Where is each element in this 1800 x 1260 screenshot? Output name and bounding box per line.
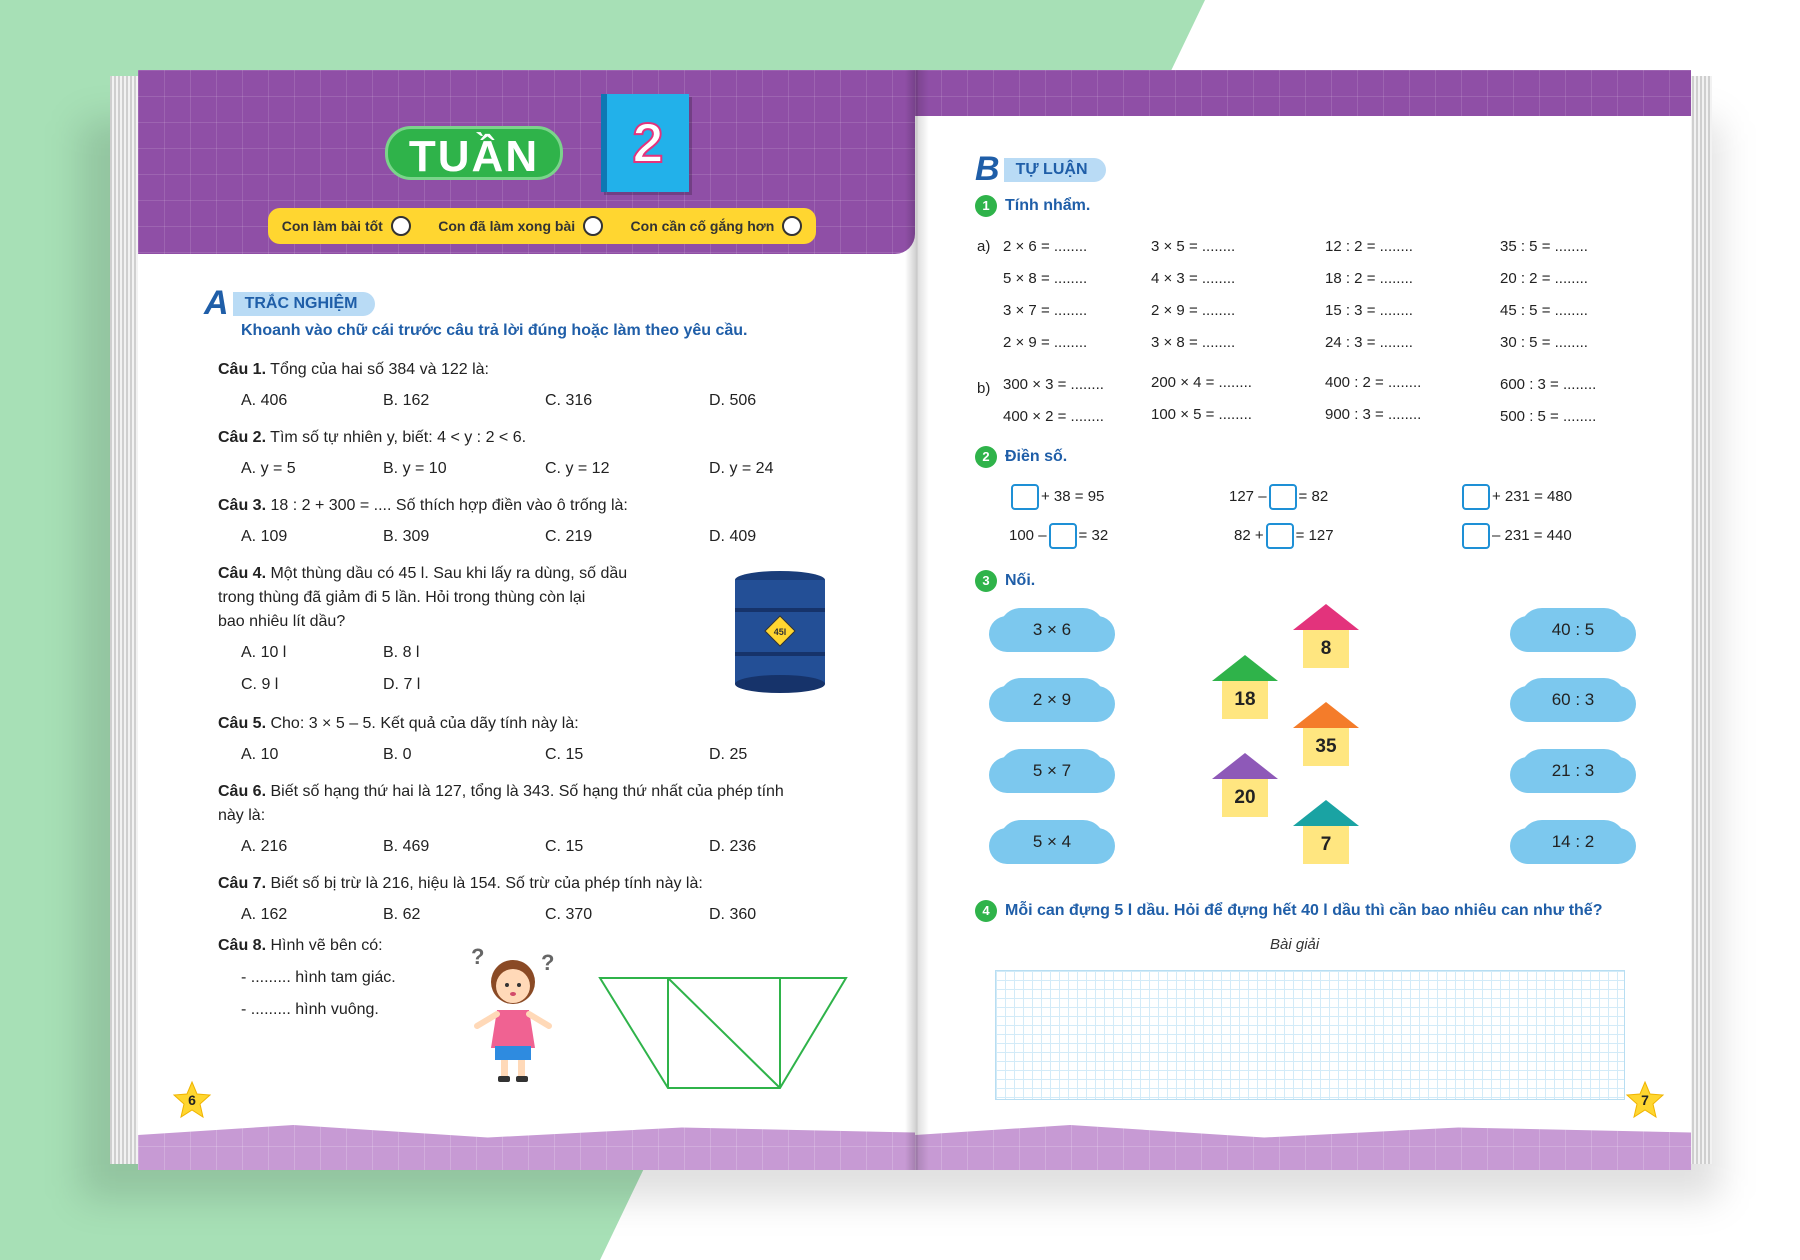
question-6-label: Câu 6. bbox=[218, 783, 267, 800]
calc-a-r2-c4: 20 : 2 = ........ bbox=[1500, 270, 1588, 287]
right-cloud-1[interactable]: 40 : 5 bbox=[1520, 608, 1626, 652]
book-spine bbox=[905, 70, 929, 1170]
fill-1 bbox=[1009, 484, 1104, 510]
calc-a-r3-c1: 3 × 7 = ........ bbox=[1003, 302, 1088, 319]
house-2-roof bbox=[1212, 655, 1278, 681]
question-6 bbox=[218, 780, 784, 828]
question-6-line-2: này là: bbox=[218, 807, 266, 824]
q4-option-c[interactable]: C. 9 l bbox=[241, 676, 279, 693]
question-4-line-1: Một thùng dầu có 45 l. Sau khi lấy ra dùng, số dầu bbox=[270, 565, 628, 582]
calc-a-r2-c2: 4 × 3 = ........ bbox=[1151, 270, 1236, 287]
task-4-number: 4 bbox=[975, 900, 997, 922]
question-3-text: 18 : 2 + 300 = .... Số thích hợp điền vào ô trống là: bbox=[270, 497, 628, 514]
status-done-checkbox[interactable] bbox=[583, 216, 603, 236]
question-5-label: Câu 5. bbox=[218, 715, 267, 732]
calc-a-r1-c2: 3 × 5 = ........ bbox=[1151, 238, 1236, 255]
section-b-title: TỰ LUẬN bbox=[1004, 158, 1106, 182]
left-cloud-4[interactable]: 5 × 4 bbox=[999, 820, 1105, 864]
calc-a-r4-c1: 2 × 9 = ........ bbox=[1003, 334, 1088, 351]
q1-option-c[interactable]: C. 316 bbox=[545, 392, 593, 409]
right-page-header bbox=[915, 70, 1691, 116]
q2-option-b[interactable]: B. y = 10 bbox=[383, 460, 447, 477]
q3-option-a[interactable]: A. 109 bbox=[241, 528, 288, 545]
house-4-value: 20 bbox=[1222, 779, 1268, 817]
fill-6 bbox=[1460, 523, 1572, 549]
question-4-line-3: bao nhiêu lít dầu? bbox=[218, 613, 346, 630]
status-done-label: Con đã làm xong bài bbox=[438, 218, 576, 234]
fill-5-after: = 127 bbox=[1295, 526, 1334, 544]
task-1-heading bbox=[975, 195, 1090, 217]
oil-barrel-image bbox=[733, 570, 827, 694]
status-good[interactable] bbox=[282, 216, 411, 236]
task-2-title: Điền số. bbox=[1005, 448, 1068, 465]
fill-2-box[interactable] bbox=[1269, 484, 1297, 510]
q4-option-a[interactable]: A. 10 l bbox=[241, 644, 287, 661]
fill-3 bbox=[1460, 484, 1572, 510]
right-page-number: 7 bbox=[1641, 1092, 1649, 1108]
q1-option-d[interactable]: D. 506 bbox=[709, 392, 757, 409]
right-cloud-2[interactable]: 60 : 3 bbox=[1520, 678, 1626, 722]
q3-option-c[interactable]: C. 219 bbox=[545, 528, 593, 545]
week-number-card bbox=[601, 94, 689, 192]
week-number: 2 bbox=[632, 111, 664, 174]
right-cloud-3[interactable]: 21 : 3 bbox=[1520, 749, 1626, 793]
q2-option-c[interactable]: C. y = 12 bbox=[545, 460, 610, 477]
question-3-label: Câu 3. bbox=[218, 497, 267, 514]
calc-b-r1-c2: 200 × 4 = ........ bbox=[1151, 374, 1252, 391]
task-2-heading bbox=[975, 446, 1067, 468]
question-2-text: Tìm số tự nhiên y, biết: 4 < y : 2 < 6. bbox=[270, 429, 527, 446]
task-4-title: Mỗi can đựng 5 l dầu. Hỏi để đựng hết 40 l dầu thì cần bao nhiêu can như thế? bbox=[1005, 902, 1603, 919]
status-try-harder[interactable] bbox=[631, 216, 803, 236]
section-a-tag bbox=[204, 284, 375, 323]
q6-option-c[interactable]: C. 15 bbox=[545, 838, 584, 855]
calc-b-r2-c4: 500 : 5 = ........ bbox=[1500, 408, 1597, 425]
task-1-number: 1 bbox=[975, 195, 997, 217]
task-1b-label: b) bbox=[977, 380, 991, 397]
fill-3-box[interactable] bbox=[1462, 484, 1490, 510]
calc-a-r3-c3: 15 : 3 = ........ bbox=[1325, 302, 1413, 319]
girl-thinking-illustration bbox=[463, 940, 563, 1090]
left-page-number: 6 bbox=[188, 1092, 196, 1108]
question-8-text: Hình vẽ bên có: bbox=[270, 937, 383, 954]
calc-b-r1-c3: 400 : 2 = ........ bbox=[1325, 374, 1422, 391]
week-label: TUẦN bbox=[385, 126, 563, 180]
question-3 bbox=[218, 494, 628, 518]
question-1-text: Tổng của hai số 384 và 122 là: bbox=[270, 361, 489, 378]
book-edge-left bbox=[110, 76, 140, 1164]
q7-option-d[interactable]: D. 360 bbox=[709, 906, 757, 923]
calc-b-r2-c2: 100 × 5 = ........ bbox=[1151, 406, 1252, 423]
q5-option-a[interactable]: A. 10 bbox=[241, 746, 279, 763]
fill-6-after: – 231 = 440 bbox=[1492, 526, 1572, 544]
geometry-figure bbox=[598, 974, 848, 1094]
q1-option-a[interactable]: A. 406 bbox=[241, 392, 288, 409]
house-1-value: 8 bbox=[1303, 630, 1349, 668]
house-3-roof bbox=[1293, 702, 1359, 728]
task-3-number: 3 bbox=[975, 570, 997, 592]
calc-a-r2-c3: 18 : 2 = ........ bbox=[1325, 270, 1413, 287]
fill-2 bbox=[1229, 484, 1328, 510]
solution-label: Bài giải bbox=[1270, 936, 1320, 953]
calc-a-r4-c4: 30 : 5 = ........ bbox=[1500, 334, 1588, 351]
fill-4-after: = 32 bbox=[1078, 526, 1109, 544]
house-1[interactable] bbox=[1293, 604, 1359, 668]
q5-option-c[interactable]: C. 15 bbox=[545, 746, 584, 763]
house-3[interactable] bbox=[1293, 702, 1359, 766]
calc-b-r2-c1: 400 × 2 = ........ bbox=[1003, 408, 1104, 425]
q6-option-d[interactable]: D. 236 bbox=[709, 838, 757, 855]
q5-option-b[interactable]: B. 0 bbox=[383, 746, 412, 763]
question-4-label: Câu 4. bbox=[218, 565, 267, 582]
q6-option-a[interactable]: A. 216 bbox=[241, 838, 288, 855]
q7-option-c[interactable]: C. 370 bbox=[545, 906, 593, 923]
status-done[interactable] bbox=[438, 216, 603, 236]
task-3-title: Nối. bbox=[1005, 572, 1036, 589]
section-a-letter: A bbox=[204, 284, 229, 322]
house-5-value: 7 bbox=[1303, 826, 1349, 864]
q3-option-b[interactable]: B. 309 bbox=[383, 528, 430, 545]
q4-option-d[interactable]: D. 7 l bbox=[383, 676, 421, 693]
calc-a-r4-c3: 24 : 3 = ........ bbox=[1325, 334, 1413, 351]
question-1 bbox=[218, 358, 489, 382]
q3-option-d[interactable]: D. 409 bbox=[709, 528, 757, 545]
progress-status-bar bbox=[268, 208, 816, 244]
question-1-label: Câu 1. bbox=[218, 361, 267, 378]
calc-a-r1-c1: 2 × 6 = ........ bbox=[1003, 238, 1088, 255]
fill-4-box[interactable] bbox=[1049, 523, 1077, 549]
question-4 bbox=[218, 562, 627, 634]
q2-option-a[interactable]: A. y = 5 bbox=[241, 460, 296, 477]
fill-5-before: 82 + bbox=[1234, 526, 1264, 544]
question-5 bbox=[218, 712, 579, 736]
right-page-footer bbox=[915, 1120, 1691, 1170]
section-a-title: TRẮC NGHIỆM bbox=[233, 292, 376, 316]
fill-3-after: + 231 = 480 bbox=[1492, 487, 1573, 505]
house-3-value: 35 bbox=[1303, 728, 1349, 766]
house-5[interactable] bbox=[1293, 800, 1359, 864]
left-cloud-1[interactable]: 3 × 6 bbox=[999, 608, 1105, 652]
section-b-tag bbox=[975, 150, 1106, 189]
question-7 bbox=[218, 872, 703, 896]
right-page bbox=[915, 70, 1691, 1170]
question-4-line-2: trong thùng đã giảm đi 5 lần. Hỏi trong thùng còn lại bbox=[218, 589, 586, 606]
left-page-header bbox=[138, 70, 915, 254]
section-b-letter: B bbox=[975, 150, 1000, 188]
fill-5 bbox=[1234, 523, 1334, 549]
question-6-line-1: Biết số hạng thứ hai là 127, tổng là 343. Số hạng thứ nhất của phép tính bbox=[270, 783, 784, 800]
fill-2-before: 127 – bbox=[1229, 487, 1267, 505]
task-2-number: 2 bbox=[975, 446, 997, 468]
calc-b-r1-c1: 300 × 3 = ........ bbox=[1003, 376, 1104, 393]
svg-text:?: ? bbox=[541, 950, 555, 975]
calc-a-r4-c2: 3 × 8 = ........ bbox=[1151, 334, 1236, 351]
status-try-harder-checkbox[interactable] bbox=[782, 216, 802, 236]
calc-a-r1-c3: 12 : 2 = ........ bbox=[1325, 238, 1413, 255]
fill-1-after: + 38 = 95 bbox=[1041, 487, 1105, 505]
fill-2-after: = 82 bbox=[1298, 487, 1329, 505]
fill-1-box[interactable] bbox=[1011, 484, 1039, 510]
calc-a-r3-c4: 45 : 5 = ........ bbox=[1500, 302, 1588, 319]
task-1a-label: a) bbox=[977, 238, 991, 255]
right-cloud-4[interactable]: 14 : 2 bbox=[1520, 820, 1626, 864]
q4-option-b[interactable]: B. 8 l bbox=[383, 644, 420, 661]
calc-b-r2-c3: 900 : 3 = ........ bbox=[1325, 406, 1422, 423]
question-7-label: Câu 7. bbox=[218, 875, 267, 892]
fill-4 bbox=[1009, 523, 1108, 549]
svg-text:?: ? bbox=[471, 944, 485, 969]
q2-option-d[interactable]: D. y = 24 bbox=[709, 460, 774, 477]
fill-4-before: 100 – bbox=[1009, 526, 1047, 544]
fill-6-box[interactable] bbox=[1462, 523, 1490, 549]
question-2 bbox=[218, 426, 526, 450]
left-page bbox=[138, 70, 915, 1170]
calc-a-r1-c4: 35 : 5 = ........ bbox=[1500, 238, 1588, 255]
instruction-text: Khoanh vào chữ cái trước câu trả lời đúng hoặc làm theo yêu cầu. bbox=[241, 322, 748, 339]
task-1-title: Tính nhẩm. bbox=[1005, 197, 1091, 214]
q5-option-d[interactable]: D. 25 bbox=[709, 746, 748, 763]
house-1-roof bbox=[1293, 604, 1359, 630]
q8-triangle-line: - ......... hình tam giác. bbox=[241, 969, 396, 986]
barrel-label: 45l bbox=[773, 627, 787, 637]
left-page-footer bbox=[138, 1120, 915, 1170]
book-edge-right bbox=[1690, 76, 1712, 1164]
task-3-heading bbox=[975, 570, 1035, 592]
question-2-label: Câu 2. bbox=[218, 429, 267, 446]
status-try-harder-label: Con cần cố gắng hơn bbox=[630, 218, 775, 234]
q1-option-b[interactable]: B. 162 bbox=[383, 392, 430, 409]
q7-option-b[interactable]: B. 62 bbox=[383, 906, 421, 923]
q8-square-line: - ......... hình vuông. bbox=[241, 1001, 379, 1018]
question-8-label: Câu 8. bbox=[218, 937, 267, 954]
status-good-checkbox[interactable] bbox=[391, 216, 411, 236]
q6-option-b[interactable]: B. 469 bbox=[383, 838, 430, 855]
house-2-value: 18 bbox=[1222, 681, 1268, 719]
fill-5-box[interactable] bbox=[1266, 523, 1294, 549]
house-2[interactable] bbox=[1212, 655, 1278, 719]
house-4[interactable] bbox=[1212, 753, 1278, 817]
solution-writing-grid[interactable] bbox=[995, 970, 1625, 1100]
house-4-roof bbox=[1212, 753, 1278, 779]
calc-b-r1-c4: 600 : 3 = ........ bbox=[1500, 376, 1597, 393]
question-8 bbox=[218, 934, 383, 958]
status-good-label: Con làm bài tốt bbox=[281, 218, 383, 234]
calc-a-r3-c2: 2 × 9 = ........ bbox=[1151, 302, 1236, 319]
left-cloud-3[interactable]: 5 × 7 bbox=[999, 749, 1105, 793]
house-5-roof bbox=[1293, 800, 1359, 826]
question-5-text: Cho: 3 × 5 – 5. Kết quả của dãy tính này là: bbox=[270, 715, 579, 732]
task-4-heading bbox=[975, 900, 1675, 922]
question-7-text: Biết số bị trừ là 216, hiệu là 154. Số trừ của phép tính này là: bbox=[270, 875, 703, 892]
q7-option-a[interactable]: A. 162 bbox=[241, 906, 288, 923]
left-cloud-2[interactable]: 2 × 9 bbox=[999, 678, 1105, 722]
calc-a-r2-c1: 5 × 8 = ........ bbox=[1003, 270, 1088, 287]
